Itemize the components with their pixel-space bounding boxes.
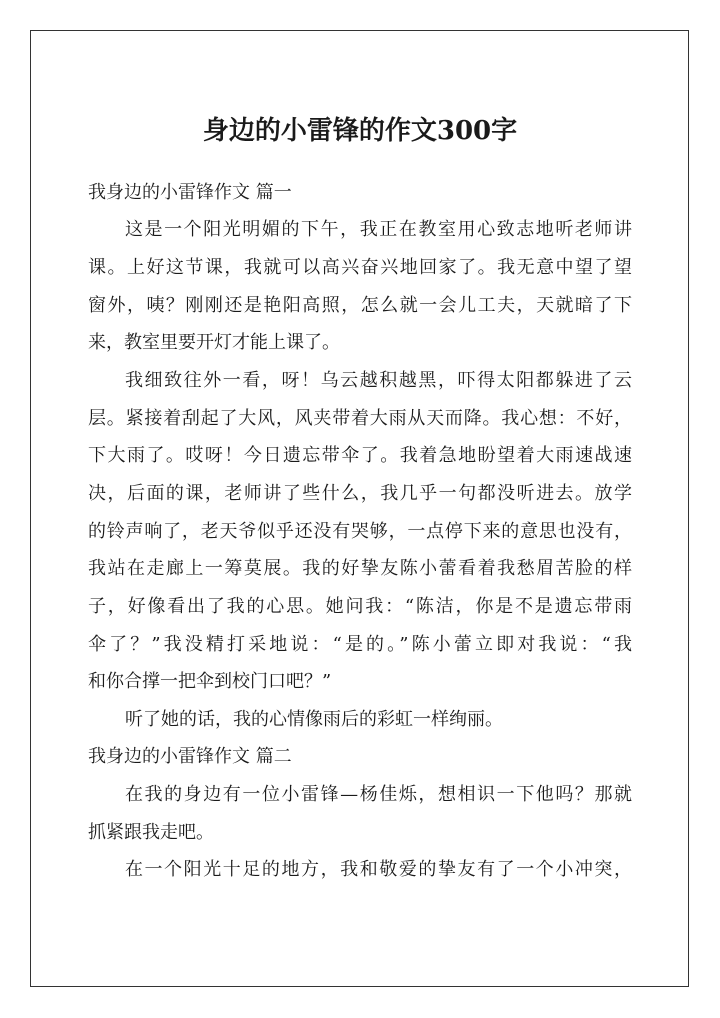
paragraph-line: 的铃声响了，老天爷似乎还没有哭够，一点停下来的意思也没有， (88, 521, 632, 542)
paragraph-line: 伞了？”我没精打采地说：“是的。”陈小蕾立即对我说：“我 (88, 634, 632, 655)
paragraph-line: 在一个阳光十足的地方，我和敬爱的挚友有了一个小冲突， (125, 859, 632, 880)
paragraph-line: 决，后面的课，老师讲了些什么，我几乎一句都没听进去。放学 (88, 483, 632, 504)
paragraph-line: 子，好像看出了我的心思。她问我：“陈洁，你是不是遗忘带雨 (88, 596, 632, 617)
section-heading-2: 我身边的小雷锋作文 篇二 (88, 746, 292, 767)
paragraph-line: 课。上好这节课，我就可以高兴奋兴地回家了。我无意中望了望 (88, 257, 632, 278)
paragraph-line: 我细致往外一看，呀！乌云越积越黑，吓得太阳都躲进了云 (125, 370, 632, 391)
paragraph-line: 来，教室里要开灯才能上课了。 (88, 332, 340, 353)
paragraph-line: 我站在走廊上一筹莫展。我的好挚友陈小蕾看着我愁眉苦脸的样 (88, 558, 632, 579)
section-heading-1: 我身边的小雷锋作文 篇一 (88, 182, 292, 203)
paragraph-line: 和你合撑一把伞到校门口吧？” (88, 671, 332, 692)
paragraph-line: 层。紧接着刮起了大风，风夹带着大雨从天而降。我心想：不好， (88, 408, 632, 429)
paragraph-line: 这是一个阳光明媚的下午，我正在教室用心致志地听老师讲 (125, 219, 632, 240)
paragraph-line: 下大雨了。哎呀！今日遗忘带伞了。我着急地盼望着大雨速战速 (88, 445, 632, 466)
paragraph-line: 抓紧跟我走吧。 (88, 822, 214, 843)
paragraph-line: 听了她的话，我的心情像雨后的彩虹一样绚丽。 (125, 709, 503, 730)
document-title: 身边的小雷锋的作文300字 (202, 116, 518, 146)
paragraph-line: 在我的身边有一位小雷锋—杨佳烁，想相识一下他吗？那就 (125, 784, 632, 805)
paragraph-line: 窗外，咦？刚刚还是艳阳高照，怎么就一会儿工夫，天就暗了下 (88, 295, 632, 316)
